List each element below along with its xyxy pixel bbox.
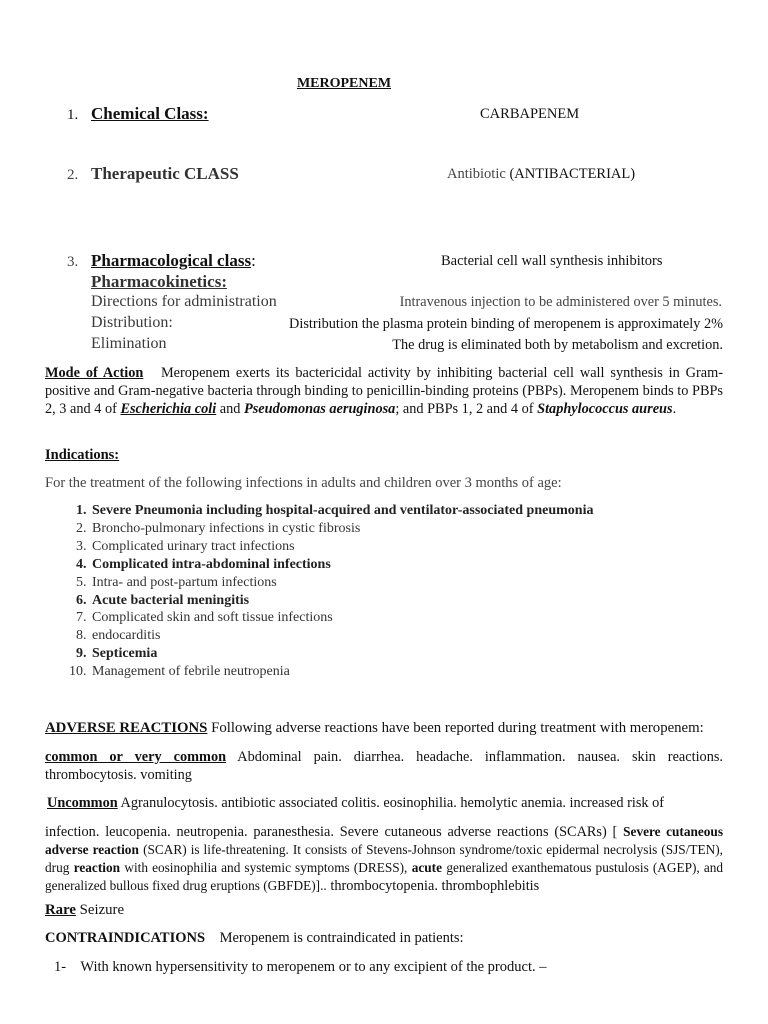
pharmacokinetics-heading: Pharmacokinetics:: [91, 272, 227, 291]
therapeutic-class-value: [447, 166, 635, 183]
mode-of-action-text: Meropenem exerts its bactericidal activity by inhibiting bacterial cell wall synthesis in Gram-positive and Gram-negative bacteria through binding to penicillin-binding proteins (PBPs). Meropenem binds to PBPs 2, 3 and 4 of: [45, 365, 723, 417]
uncommon-label: Uncommon: [47, 795, 118, 811]
uncommon-line: [47, 795, 664, 812]
adverse-reactions-line: [45, 720, 704, 737]
contraindication-item: [54, 959, 546, 976]
indication-item: 9. Septicemia: [90, 645, 593, 663]
chemical-class-label: Chemical Class:: [91, 104, 209, 123]
organism-ecoli: Escherichia coli: [120, 401, 217, 417]
distribution-label-colon: :: [168, 314, 173, 331]
chemical-class-value: CARBAPENEM: [480, 106, 580, 122]
organism-pseudomonas: Pseudomonas aeruginosa: [243, 401, 396, 417]
directions-value: Intravenous injection to be administered over 5 minutes.: [399, 294, 722, 310]
indication-item: 7. Complicated skin and soft tissue infections: [90, 609, 593, 627]
common-reactions-paragraph: [45, 748, 723, 784]
scar-text: with eosinophilia and systemic symptoms (DRESS),: [124, 860, 408, 875]
indication-item: 8. endocarditis: [90, 627, 593, 645]
scar-acute: acute: [411, 860, 443, 875]
scar-reaction: reaction: [73, 860, 120, 875]
elimination-value: The drug is eliminated both by metabolism and excretion.: [392, 337, 723, 353]
page-title: MEROPENEM: [296, 76, 392, 91]
contraindications-line: [45, 930, 464, 947]
scar-text: generalized exanthematous pustulosis (AGEP), and generalized bullous fixed drug eruptions (GBFDE)]..: [45, 860, 724, 893]
organism-staph: Staphylococcus aureus: [537, 401, 673, 417]
contraindication-number: 1-: [54, 959, 67, 975]
common-text: Abdominal pain. diarrhea. headache. inflammation. nausea. skin reactions. thrombocytosis. vomiting: [45, 749, 723, 783]
elimination-label: Elimination: [91, 335, 167, 352]
indications-heading: Indications:: [45, 447, 120, 463]
class-number: 1.: [67, 107, 79, 123]
indication-item: 3. Complicated urinary tract infections: [90, 538, 593, 556]
distribution-label-text: Distribution: [91, 314, 169, 331]
indication-item: 2. Broncho-pulmonary infections in cystic fibrosis: [90, 520, 593, 538]
directions-label: Directions for administration: [91, 293, 277, 310]
indications-list: [45, 502, 593, 681]
scar-paragraph: [45, 823, 723, 895]
class-number: 2.: [67, 167, 79, 183]
mode-of-action-heading: Mode of Action: [45, 365, 144, 381]
rare-label: Rare: [45, 902, 76, 918]
therapeutic-main: (ANTIBACTERIAL): [509, 166, 636, 182]
mode-of-action-text: .: [672, 401, 677, 417]
rare-text: Seizure: [79, 902, 125, 918]
indication-item: 4. Complicated intra-abdominal infections: [90, 556, 593, 574]
scar-tail: thrombocytopenia. thrombophlebitis: [330, 878, 540, 894]
therapeutic-prefix: Antibiotic: [447, 166, 506, 182]
contraindications-intro: Meropenem is contraindicated in patients:: [219, 930, 464, 946]
uncommon-text: Agranulocytosis. antibiotic associated colitis. eosinophilia. hemolytic anemia. increased risk of: [120, 795, 665, 811]
contraindications-heading: CONTRAINDICATIONS: [45, 930, 206, 946]
pharmacological-class-value: Bacterial cell wall synthesis inhibitors: [441, 253, 663, 269]
mode-of-action-text: ; and PBPs 1, 2 and 4 of: [395, 401, 534, 417]
pharmacological-class-label: [91, 251, 256, 271]
indication-item: 5. Intra- and post-partum infections: [90, 574, 593, 592]
distribution-label: [91, 314, 173, 332]
indication-item: 10. Management of febrile neutropenia: [90, 663, 593, 681]
adverse-reactions-heading: ADVERSE REACTIONS: [45, 720, 208, 736]
distribution-value: Distribution the plasma protein binding of meropenem is approximately 2%: [289, 316, 723, 332]
contraindication-text: With known hypersensitivity to meropenem or to any excipient of the product. –: [80, 959, 547, 975]
pharmacological-label-colon: :: [251, 251, 256, 270]
common-label: common or very common: [45, 749, 227, 765]
pharmacological-label-text: Pharmacological class: [91, 251, 252, 270]
indication-item: 1. Severe Pneumonia including hospital-acquired and ventilator-associated pneumonia: [90, 502, 593, 520]
therapeutic-class-label: Therapeutic CLASS: [91, 164, 239, 183]
class-number: 3.: [67, 254, 79, 270]
rare-line: [45, 902, 124, 919]
indication-item: 6. Acute bacterial meningitis: [90, 592, 593, 610]
scar-bold: Severe cutaneous adverse reaction: [45, 824, 723, 857]
adverse-reactions-intro: Following adverse reactions have been reported during treatment with meropenem:: [211, 720, 704, 736]
mode-of-action-paragraph: [45, 364, 723, 418]
scar-text: (SCAR) is life-threatening. It consists of Stevens-Johnson syndrome/toxic epidermal necrolysis (SJS/TEN), drug: [45, 842, 723, 875]
mode-of-action-text: and: [219, 401, 241, 417]
uncommon-text: infection. leucopenia. neutropenia. paranesthesia. Severe cutaneous adverse reactions (SCARs) [: [45, 824, 618, 840]
indications-intro: For the treatment of the following infections in adults and children over 3 months of age:: [45, 475, 562, 491]
